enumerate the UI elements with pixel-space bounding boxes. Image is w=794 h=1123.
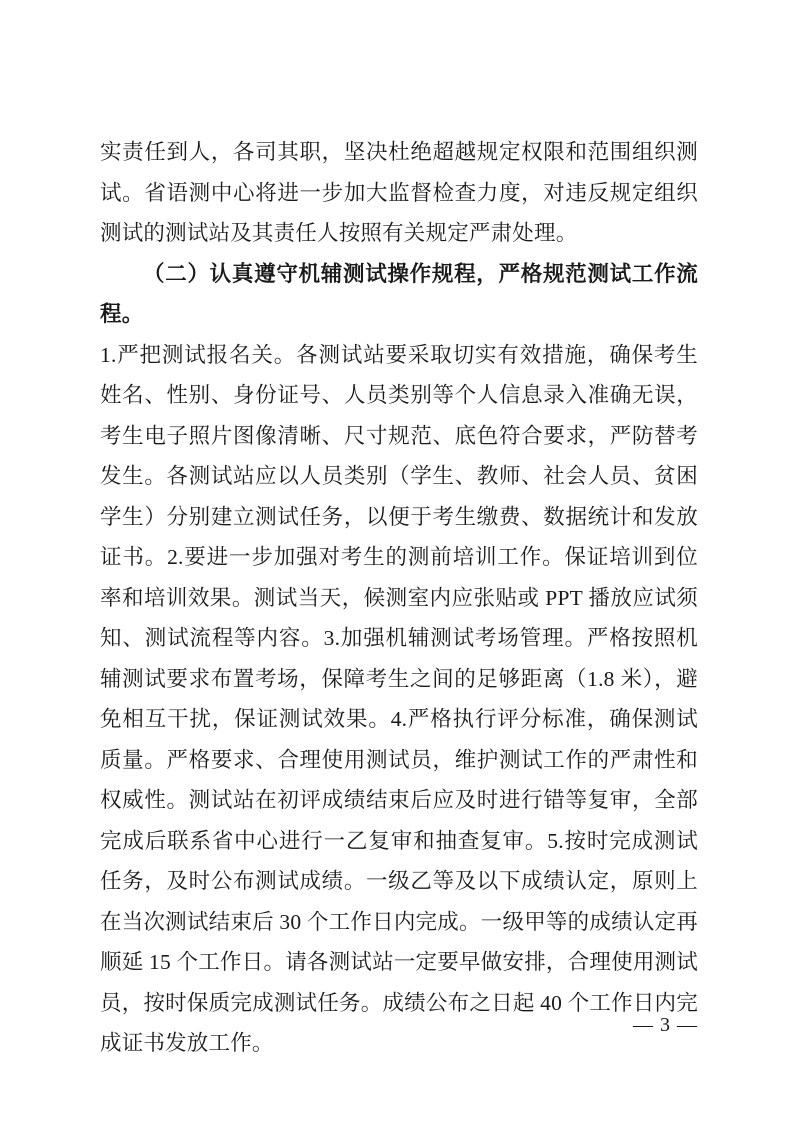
section-heading: （二）认真遵守机辅测试操作规程，严格规范测试工作流程。 xyxy=(100,261,698,326)
paragraph-body: 1.严把测试报名关。各测试站要采取切实有效措施，确保考生姓名、性别、身份证号、人员类别等个人信息录入准确无误，考生电子照片图像清晰、尺寸规范、底色符合要求，严防替考发生。各测试站应以人员类别（学生、教师、社会人员、贫困学生）分别建立测试任务，以便于考生缴费、数据统计和发放证书。2.要进一步加强对考生的测前培训工作。保证培训到位率和培训效果。测试当天，候测室内应张贴或 PPT 播放应试须知、测试流程等内容。3.加强机辅测试考场管理。严格按照机辅测试要求布置考场，保障考生之间的足够距离（1.8 米），避免相互干扰，保证测试效果。4.严格执行评分标准，确保测试质量。严格要求、合理使用测试员，维护测试工作的严肃性和权威性。测试站在初评成绩结束后应及时进行错等复审，全部完成后联系省中心进行一乙复审和抽查复审。5.按时完成测试任务，及时公布测试成绩。一级乙等及以下成绩认定，原则上在当次测试结束后 30 个工作日内完成。一级甲等的成绩认定再顺延 15 个工作日。请各测试站一定要早做安排，合理使用测试员，按时保质完成测试任务。成绩公布之日起 40 个工作日内完成证书发放工作。 xyxy=(100,342,698,1055)
document-body xyxy=(100,132,698,1064)
paragraph-continuation: 实责任到人，各司其职，坚决杜绝超越规定权限和范围组织测试。省语测中心将进一步加大监督检查力度，对违反规定组织测试的测试站及其责任人按照有关规定严肃处理。 xyxy=(100,140,698,245)
page-number: — 3 — xyxy=(633,1014,698,1036)
